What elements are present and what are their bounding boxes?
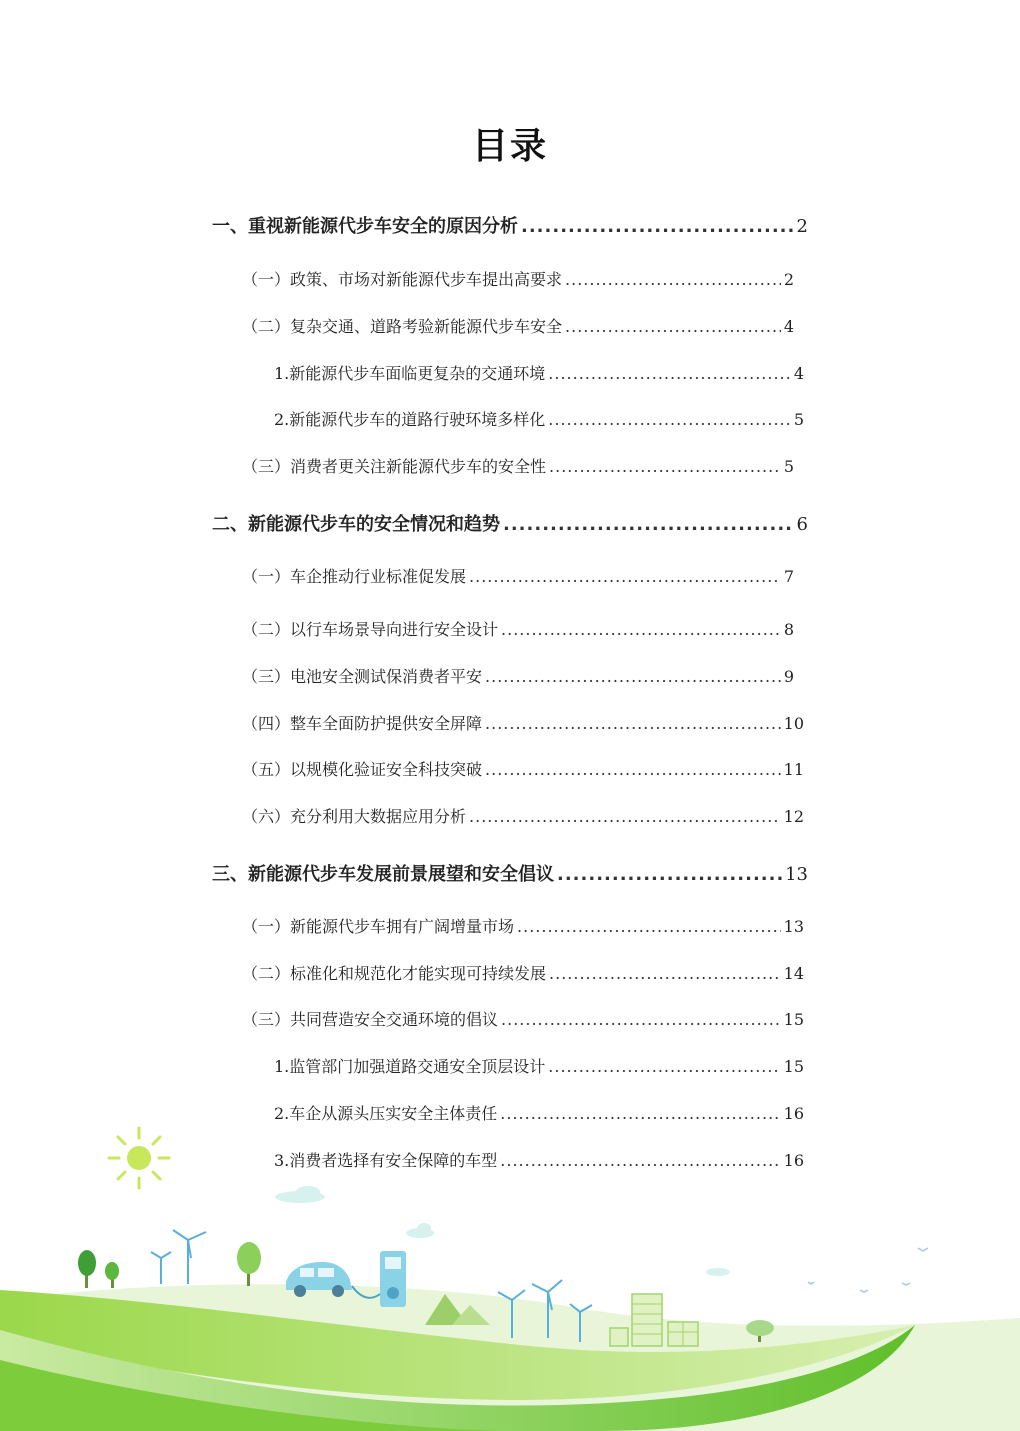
toc-entry-label: 二、新能源代步车的安全情况和趋势 [212, 514, 500, 535]
toc-page-number: 15 [783, 1057, 804, 1076]
toc-entry[interactable] [242, 564, 794, 587]
toc-entry[interactable] [242, 617, 794, 640]
toc-entry[interactable] [242, 711, 804, 734]
toc-entry-label: （二）以行车场景导向进行安全设计 [242, 620, 499, 639]
toc-page-number: 12 [783, 807, 804, 826]
leader-dots [521, 216, 794, 237]
cloud-icon [275, 1186, 730, 1276]
leader-dots [501, 1010, 781, 1029]
toc-entry[interactable] [242, 454, 794, 477]
bird-icon [808, 1248, 928, 1292]
leader-dots [485, 760, 781, 779]
toc-page-number: 2 [783, 270, 794, 289]
toc-entry-label: 1.监管部门加强道路交通安全顶层设计 [274, 1057, 546, 1076]
toc-entry-label: （六）充分利用大数据应用分析 [242, 807, 467, 826]
leader-dots [485, 714, 781, 733]
toc-page-number: 10 [783, 714, 804, 733]
toc-entry-label: 1.新能源代步车面临更复杂的交通环境 [274, 364, 546, 383]
green-landscape-illustration [0, 1110, 1020, 1431]
toc-page-number: 2 [796, 216, 808, 237]
toc-page-number: 14 [783, 964, 804, 983]
toc-page-number: 13 [785, 864, 808, 885]
toc-entry-label: （一）政策、市场对新能源代步车提出高要求 [242, 270, 563, 289]
toc-page-number: 13 [783, 917, 804, 936]
toc-entry-label: （五）以规模化验证安全科技突破 [242, 760, 483, 779]
leader-dots [549, 964, 781, 983]
leader-dots [565, 317, 781, 336]
leader-dots [469, 567, 781, 586]
toc-entry-label: 一、重视新能源代步车安全的原因分析 [212, 216, 518, 237]
page-title: 目录 [471, 126, 548, 167]
toc-page-number: 9 [783, 667, 794, 686]
toc-page-number: 5 [793, 410, 804, 429]
toc-entry[interactable] [242, 267, 794, 290]
toc-page-number: 5 [783, 457, 794, 476]
toc-entry-label: （一）车企推动行业标准促发展 [242, 567, 467, 586]
toc-entry-label: （二）标准化和规范化才能实现可持续发展 [242, 964, 547, 983]
toc-entry[interactable] [242, 804, 804, 827]
toc-entry[interactable] [242, 914, 804, 937]
leader-dots [548, 364, 791, 383]
tree-icon [78, 1242, 261, 1288]
toc-entry-label: 2.车企从源头压实安全主体责任 [274, 1104, 498, 1123]
toc-page-number: 16 [783, 1151, 804, 1170]
toc-entry[interactable] [274, 407, 804, 430]
toc-page-number: 11 [783, 760, 804, 779]
toc-entry-label: （二）复杂交通、道路考验新能源代步车安全 [242, 317, 563, 336]
toc-entry[interactable] [212, 860, 808, 886]
toc-entry-label: （三）消费者更关注新能源代步车的安全性 [242, 457, 547, 476]
toc-entry[interactable] [242, 664, 794, 687]
toc-page-number: 16 [783, 1104, 804, 1123]
toc-entry-label: （三）电池安全测试保消费者平安 [242, 667, 483, 686]
toc-entry[interactable] [242, 757, 804, 780]
leader-dots [548, 410, 791, 429]
toc-entry-label: （一）新能源代步车拥有广阔增量市场 [242, 917, 515, 936]
leader-dots [557, 864, 782, 885]
toc-page-number: 6 [796, 514, 808, 535]
toc-page-number: 15 [783, 1010, 804, 1029]
toc-entry[interactable] [212, 510, 808, 536]
toc-page-number: 4 [783, 317, 794, 336]
leader-dots [501, 620, 781, 639]
leader-dots [549, 457, 781, 476]
toc-entry[interactable] [212, 212, 808, 238]
toc-entry[interactable] [242, 314, 794, 337]
leader-dots [548, 1057, 780, 1076]
toc-entry-label: 2.新能源代步车的道路行驶环境多样化 [274, 410, 546, 429]
toc-entry[interactable] [274, 361, 804, 384]
leader-dots [503, 514, 794, 535]
toc-page-number: 4 [793, 364, 804, 383]
leader-dots [565, 270, 781, 289]
toc-entry-label: 三、新能源代步车发展前景展望和安全倡议 [212, 864, 554, 885]
leader-dots [517, 917, 781, 936]
toc-entry-label: 3.消费者选择有安全保障的车型 [274, 1151, 498, 1170]
toc-entry[interactable] [242, 1007, 804, 1030]
leader-dots [485, 667, 781, 686]
toc-page-number: 8 [783, 620, 794, 639]
toc-page-number: 7 [783, 567, 794, 586]
sun-icon [109, 1128, 169, 1188]
toc-entry[interactable] [242, 961, 804, 984]
leader-dots [469, 807, 781, 826]
toc-entry-label: （四）整车全面防护提供安全屏障 [242, 714, 483, 733]
toc-entry-label: （三）共同营造安全交通环境的倡议 [242, 1010, 499, 1029]
toc-entry[interactable] [274, 1054, 804, 1077]
